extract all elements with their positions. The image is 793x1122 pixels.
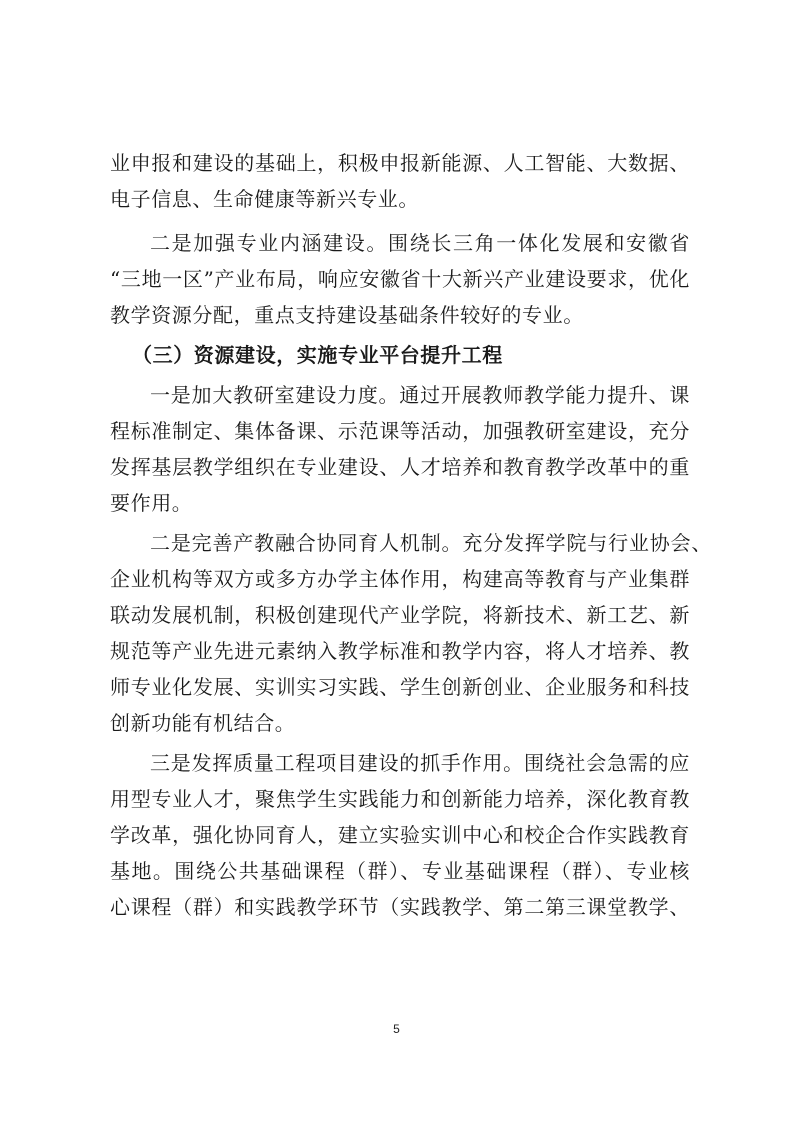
paragraph-first-line: 一是加大教研室建设力度。通过开展教师教学能力提升、课 — [150, 383, 690, 407]
text-line: 师专业化发展、实训实习实践、学生创新创业、企业服务和科技 — [110, 675, 690, 699]
text-line: 用型专业人才，聚焦学生实践能力和创新能力培养，深化教育教 — [110, 787, 690, 811]
text-line: “三地一区”产业布局，响应安徽省十大新兴产业建设要求，优化 — [110, 267, 690, 291]
text-line: 基地。围绕公共基础课程（群）、专业基础课程（群）、专业核 — [110, 859, 690, 883]
text-line: 学改革，强化协同育人，建立实验实训中心和校企合作实践教育 — [110, 823, 690, 847]
page-number: 5 — [393, 1022, 400, 1036]
text-line: 程标准制定、集体备课、示范课等活动，加强教研室建设，充分 — [110, 419, 690, 443]
text-line: 企业机构等双方或多方办学主体作用，构建高等教育与产业集群 — [110, 567, 690, 591]
text-line: 要作用。 — [110, 491, 193, 515]
text-line: 联动发展机制，积极创建现代产业学院，将新技术、新工艺、新 — [110, 603, 690, 627]
section-heading: （三）资源建设，实施专业平台提升工程 — [132, 343, 503, 367]
paragraph-first-line: 二是完善产教融合协同育人机制。充分发挥学院与行业协会、 — [150, 531, 712, 555]
text-line: 创新功能有机结合。 — [110, 711, 296, 735]
paragraph-first-line: 三是发挥质量工程项目建设的抓手作用。围绕社会急需的应 — [150, 751, 690, 775]
paragraph-first-line: 二是加强专业内涵建设。围绕长三角一体化发展和安徽省 — [150, 231, 690, 255]
text-line: 电子信息、生命健康等新兴专业。 — [110, 187, 419, 211]
text-line: 业申报和建设的基础上，积极申报新能源、人工智能、大数据、 — [110, 151, 690, 175]
text-line: 教学资源分配，重点支持建设基础条件较好的专业。 — [110, 303, 584, 327]
text-line: 规范等产业先进元素纳入教学标准和教学内容，将人才培养、教 — [110, 639, 690, 663]
text-line: 心课程（群）和实践教学环节（实践教学、第二第三课堂教学、 — [110, 895, 690, 919]
text-line: 发挥基层教学组织在专业建设、人才培养和教育教学改革中的重 — [110, 455, 690, 479]
